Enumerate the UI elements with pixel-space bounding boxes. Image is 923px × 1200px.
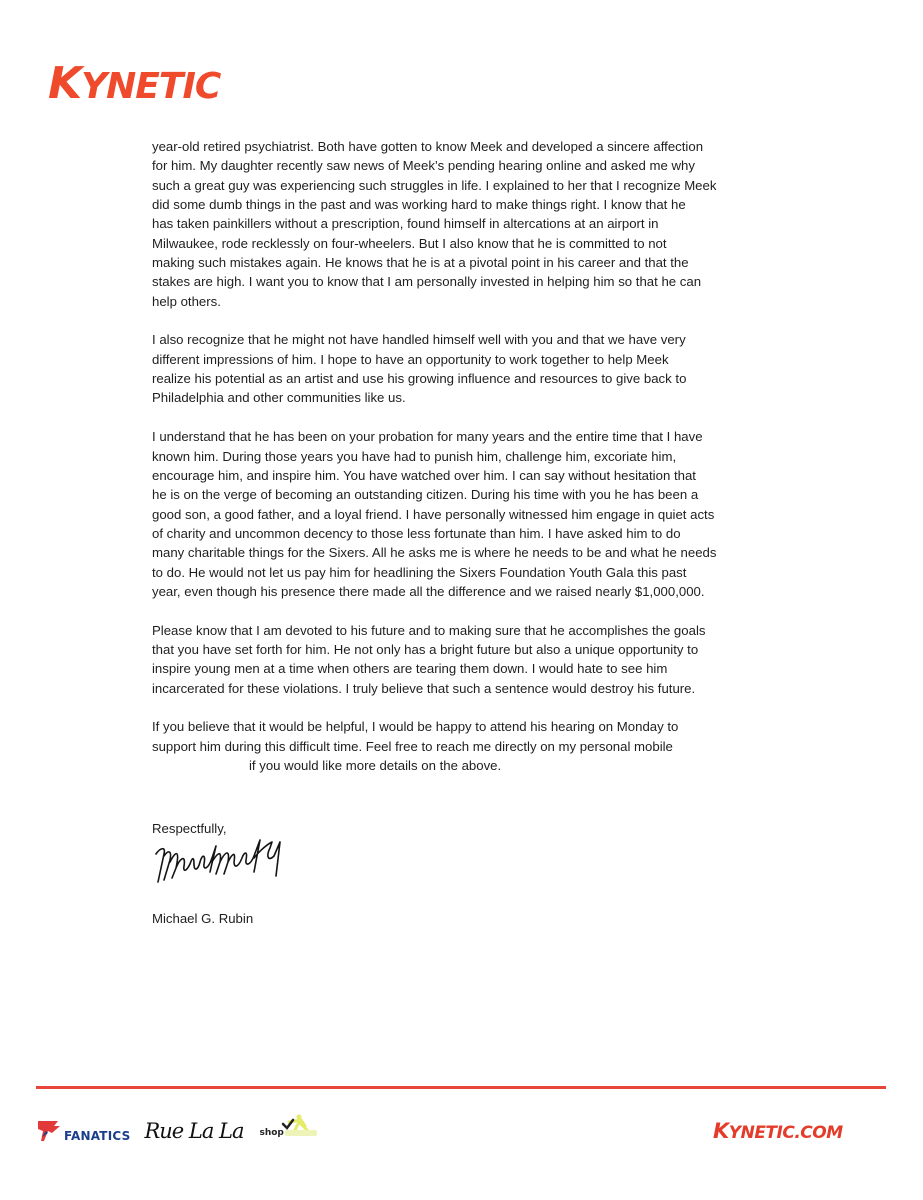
- text-line: I also recognize that he might not have handled himself well with you and that we have very: [152, 332, 686, 348]
- text-line: help others.: [152, 293, 221, 309]
- paragraph-2: [152, 330, 812, 407]
- website-rest: YNETIC.COM: [728, 1123, 843, 1143]
- text-line: making such mistakes again. He knows that he is at a pivotal point in his career and that the: [152, 255, 689, 271]
- text-line: Please know that I am devoted to his future and to making sure that he accomplishes the goals: [152, 622, 706, 638]
- partner-logos: [36, 1113, 323, 1149]
- closing-salutation: Respectfully,: [152, 821, 227, 836]
- paragraph-1: [152, 137, 812, 311]
- text-line: year, even though his presence there made all the difference and we raised nearly $1,000,000.: [152, 583, 705, 599]
- text-line: to do. He would not let us pay him for headlining the Sixers Foundation Youth Gala this past: [152, 564, 687, 580]
- kynetic-website: [713, 1119, 843, 1143]
- ruelala-logo: Rue La La: [144, 1119, 244, 1143]
- text-line: that you have set forth for him. He not only has a bright future but also a unique opportunity to: [152, 641, 699, 657]
- text-line: Philadelphia and other communities like us.: [152, 390, 406, 406]
- shop-sub-wordmark: [285, 1130, 317, 1136]
- logo-initial: K: [48, 58, 82, 109]
- fanatics-wordmark: FANATICS: [64, 1129, 131, 1143]
- text-line: many charitable things for the Sixers. All he asks me is where he needs to be and what he needs: [152, 545, 717, 561]
- fanatics-flag-icon: [36, 1119, 62, 1143]
- text-line: has taken painkillers without a prescription, found himself in altercations at an airport in: [152, 216, 659, 232]
- text-line: did some dumb things in the past and was working hard to make things right. I know that he: [152, 197, 686, 213]
- shop-logo: [257, 1114, 323, 1148]
- text-line: for him. My daughter recently saw news of Meek’s pending hearing online and asked me why: [152, 158, 695, 174]
- text-line: Milwaukee, rode recklessly on four-wheelers. But I also know that he is committed to not: [152, 235, 667, 251]
- paragraph-5: [152, 717, 812, 775]
- kynetic-logo: [48, 58, 221, 109]
- text-line: of charity and uncommon decency to those less fortunate than him. I have asked him to do: [152, 525, 681, 541]
- text-line: known him. During those years you have had to punish him, challenge him, excoriate him,: [152, 448, 677, 464]
- text-line: such a great guy was experiencing such struggles in life. I explained to her that I recognize Meek: [152, 177, 717, 193]
- paragraph-4: [152, 621, 812, 698]
- text-line: year-old retired psychiatrist. Both have gotten to know Meek and developed a sincere affection: [152, 139, 704, 154]
- text-line: he is on the verge of becoming an outstanding citizen. During his time with you he has been a: [152, 487, 699, 503]
- text-line: encourage him, and inspire him. You have watched over him. I can say without hesitation that: [152, 467, 696, 483]
- text-line: support him during this difficult time. Feel free to reach me directly on my personal mobile: [152, 738, 673, 754]
- text-line: different impressions of him. I hope to have an opportunity to work together to help Meek: [152, 351, 669, 367]
- signer-name: Michael G. Rubin: [152, 911, 254, 926]
- shop-wordmark: shop: [259, 1128, 284, 1138]
- website-initial: K: [713, 1119, 729, 1143]
- logo-rest: YNETIC: [81, 66, 221, 107]
- text-line: inspire young men at a time when others are tearing them down. I would hate to see him: [152, 661, 668, 677]
- footer-divider: [36, 1086, 886, 1089]
- paragraph-3: [152, 427, 812, 601]
- text-line: if you would like more details on the above.: [249, 758, 502, 773]
- text-line: If you believe that it would be helpful, I would be happy to attend his hearing on Monday to: [152, 719, 679, 735]
- text-line: stakes are high. I want you to know that I am personally invested in helping him so that he can: [152, 274, 702, 290]
- fanatics-logo: [36, 1119, 130, 1143]
- text-line: realize his potential as an artist and use his growing influence and resources to give back to: [152, 371, 687, 387]
- text-line: good son, a good father, and a loyal friend. I have personally witnessed him engage in quiet acts: [152, 506, 715, 522]
- letter-body: [152, 137, 812, 795]
- text-line: incarcerated for these violations. I truly believe that such a sentence would destroy his future.: [152, 680, 696, 696]
- signature: [150, 832, 310, 892]
- text-line: I understand that he has been on your probation for many years and the entire time that I have: [152, 429, 703, 445]
